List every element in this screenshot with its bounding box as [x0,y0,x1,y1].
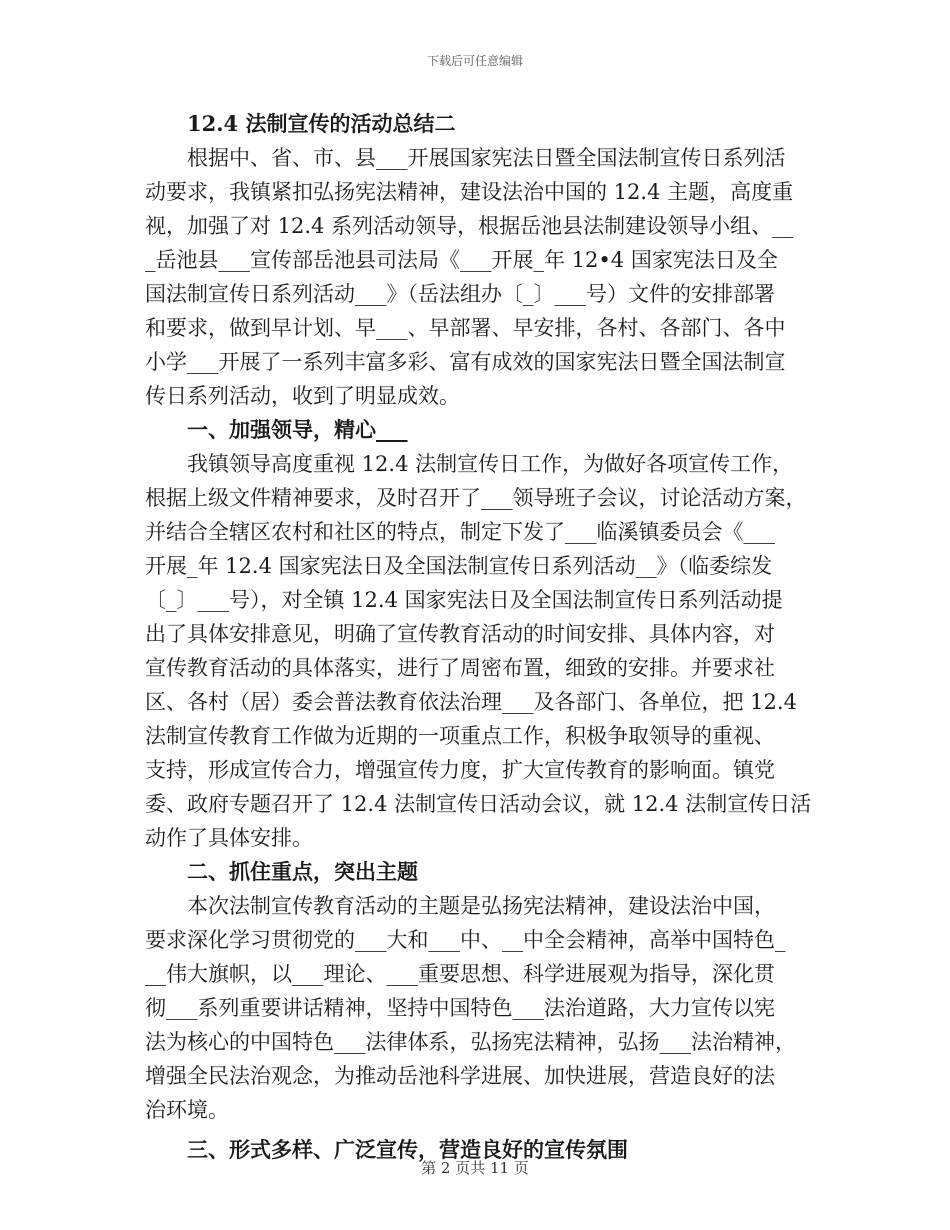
paragraph-line: 法为核心的中国特色___法律体系，弘扬宪法精神，弘扬___法治精神， [145,1030,796,1054]
paragraph-line: 治环境。 [145,1098,229,1122]
section-heading-2: 二、抓住重点，突出主题 [187,859,418,884]
paragraph-line: 根据上级文件精神要求，及时召开了___领导班子会议，讨论活动方案， [145,486,807,510]
paragraph-line: 和要求，做到早计划、早___、早部署、早安排，各村、各部门、各中 [145,316,786,340]
paragraph-line: 小学___开展了一系列丰富多彩、富有成效的国家宪法日暨全国法制宣 [145,350,786,374]
paragraph-line: 要求深化学习贯彻党的___大和___中、__中全会精神，高举中国特色_ [145,928,786,952]
paragraph-line: 〔_〕___号），对全镇 12.4 国家宪法日及全国法制宣传日系列活动提 [145,588,783,612]
paragraph-line: 视，加强了对 12.4 系列活动领导，根据岳池县法制建设领导小组、__ [145,214,794,238]
paragraph-line: 传日系列活动，收到了明显成效。 [145,384,460,408]
paragraph-line: 宣传教育活动的具体落实，进行了周密布置，细致的安排。并要求社 [145,656,775,680]
section-heading-3: 三、形式多样、广泛宣传，营造良好的宣传氛围 [187,1137,628,1162]
paragraph-line: 动要求，我镇紧扣弘扬宪法精神，建设法治中国的 12.4 主题，高度重 [145,180,794,204]
paragraph-line: 彻___系列重要讲话精神，坚持中国特色___法治道路，大力宣传以宪 [145,996,775,1020]
paragraph-theme [145,889,813,1127]
paragraph-line: 并结合全辖区农村和社区的特点，制定下发了___临溪镇委员会《___ [145,520,775,544]
section-heading-1: 一、加强领导，精心___ [187,417,408,442]
paragraph-line: __伟大旗帜，以___理论、___重要思想、科学进展观为指导，深化贯 [145,962,775,986]
paragraph-line: 出了具体安排意见，明确了宣传教育活动的时间安排、具体内容，对 [145,622,775,646]
paragraph-line: _岳池县___宣传部岳池县司法局《___开展_年 12•4 国家宪法日及全 [145,248,778,272]
page-footer: 第 2 页共 11 页 [421,1159,529,1177]
paragraph-line: 开展_年 12.4 国家宪法日及全国法制宣传日系列活动__》（临委综发 [145,554,773,578]
paragraph-line: 国法制宣传日系列活动___》（岳法组办〔_〕___号）文件的安排部署 [145,282,775,306]
paragraph-line: 我镇领导高度重视 12.4 法制宣传日工作，为做好各项宣传工作， [187,452,794,476]
page-header: 下载后可任意编辑 [426,54,523,68]
paragraph-line: 法制宣传教育工作做为近期的一项重点工作，积极争取领导的重视、 [145,724,775,748]
paragraph-line: 根据中、省、市、县___开展国家宪法日暨全国法制宣传日系列活 [187,146,786,170]
paragraph-line: 本次法制宣传教育活动的主题是弘扬宪法精神，建设法治中国， [187,894,775,918]
paragraph-line: 支持，形成宣传合力，增强宣传力度，扩大宣传教育的影响面。镇党 [145,758,775,782]
paragraph-line: 动作了具体安排。 [145,826,313,850]
document-title: 12.4 法制宣传的活动总结二 [187,111,456,136]
paragraph-line: 增强全民法治观念，为推动岳池科学进展、加快进展，营造良好的法 [145,1064,775,1088]
paragraph-leadership [145,447,813,855]
paragraph-line: 委、政府专题召开了 12.4 法制宣传日活动会议，就 12.4 法制宣传日活 [145,792,812,816]
paragraph-line: 区、各村（居）委会普法教育依法治理___及各部门、各单位，把 12.4 [145,690,797,714]
document-body [145,107,813,1167]
paragraph-intro [145,141,813,413]
